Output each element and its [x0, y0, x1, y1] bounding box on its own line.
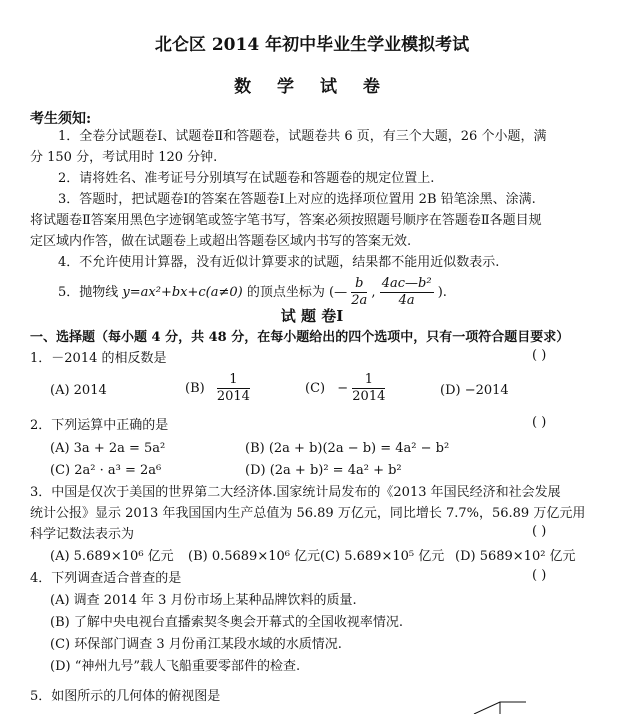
page-title: 北仑区 2014 年初中毕业生学业模拟考试: [154, 35, 470, 55]
item5-mid: 的顶点坐标为: [246, 285, 325, 300]
item5-frac2-den: 4a: [398, 293, 415, 308]
q1-option-a: (A) 2014: [50, 383, 107, 398]
q1-c-den: 2014: [352, 389, 386, 404]
notice-item-3: 3．答题时，把试题卷Ⅰ的答案在答题卷Ⅰ上对应的选择项位置用 2B 铅笔涂黑、涂满.: [58, 192, 536, 207]
q2-option-c: (C) 2a² · a³ = 2a⁶: [50, 463, 162, 478]
q1-b-den: 2014: [216, 389, 250, 404]
q3-option-b: (B) 0.5689×10⁶ 亿元: [188, 549, 321, 564]
q4-option-b: (B) 了解中央电视台直播索契冬奥会开幕式的全国收视率情况.: [50, 615, 403, 630]
q3-option-a: (A) 5.689×10⁶ 亿元: [50, 549, 174, 564]
item5-close: ).: [437, 285, 447, 300]
q3-line3: 科学记数法表示为: [30, 527, 135, 542]
q4-paren: ( ): [532, 568, 547, 583]
q3-line2: 统计公报》显示 2013 年我国国内生产总值为 56.89 万亿元，同比增长 7.7%，56.89 万亿元用: [30, 506, 586, 521]
q2-option-b: (B) (2a + b)(2a − b) = 4a² − b²: [245, 441, 450, 456]
page-subtitle: 数 学 试 卷: [234, 77, 390, 97]
q2-option-d: (D) (2a + b)² = 4a² + b²: [245, 463, 402, 478]
q3-option-c: (C) 5.689×10⁵ 亿元: [320, 549, 445, 564]
q5-stem: 5．如图所示的几何体的俯视图是: [30, 689, 221, 704]
q1-paren: ( ): [532, 348, 547, 363]
q2-option-a: (A) 3a + 2a = 5a²: [50, 441, 166, 456]
notice-item-4: 4．不允许使用计算器，没有近似计算要求的试题，结果都不能用近似数表示.: [58, 255, 500, 270]
item5-comma: ,: [371, 285, 376, 300]
q1-b-label: (B): [185, 381, 205, 396]
q1-c-num: 1: [352, 372, 385, 389]
q1-c-label: (C): [305, 381, 326, 396]
section1-heading: 一、选择题（每小题 4 分，共 48 分，在每小题给出的四个选项中，只有一项符合题目要求）: [30, 330, 570, 345]
q4-option-a: (A) 调查 2014 年 3 月份市场上某种品牌饮料的质量.: [50, 593, 357, 608]
q3-paren: ( ): [532, 524, 547, 539]
item5-formula: y=ax²+bx+c(a≠0): [122, 285, 243, 300]
q1-c-sign: −: [337, 381, 349, 396]
q1-b-num: 1: [217, 372, 250, 389]
item5-prefix: 5．抛物线: [58, 285, 119, 300]
q3-option-d: (D) 5689×10² 亿元: [455, 549, 576, 564]
item5-frac2-num: 4ac—b²: [381, 276, 432, 291]
q2-paren: ( ): [532, 415, 547, 430]
q1-option-d: (D) −2014: [440, 383, 509, 398]
notice-item-1: 1．全卷分试题卷Ⅰ、试题卷Ⅱ和答题卷，试题卷共 6 页，有三个大题，26 个小题，满: [58, 129, 547, 144]
item5-frac1-den: 2a: [351, 293, 368, 308]
q1-stem: 1．－2014 的相反数是: [30, 351, 167, 366]
notice-item-2: 2．请将姓名、准考证号分别填写在试题卷和答题卷的规定位置上.: [58, 171, 435, 186]
paper-heading: 试 题 卷Ⅰ: [280, 307, 344, 325]
q3-line1: 3．中国是仅次于美国的世界第二大经济体.国家统计局发布的《2013 年国民经济和社会发展: [30, 485, 561, 500]
q1-b-frac: [217, 372, 250, 405]
q1-c-frac: [352, 372, 385, 405]
q2-stem: 2．下列运算中正确的是: [30, 418, 169, 433]
q4-option-c: (C) 环保部门调查 3 月份甬江某段水域的水质情况.: [50, 637, 342, 652]
item5-open: (—: [329, 285, 348, 300]
notice-heading: 考生须知:: [30, 111, 92, 127]
notice-item-3-cont2: 定区域内作答，做在试题卷上或超出答题卷区域内书写的答案无效.: [30, 234, 412, 249]
notice-item-3-cont1: 将试题卷Ⅱ答案用黑色字迹钢笔或签字笔书写，答案必须按照题号顺序在答题卷Ⅱ各题目规: [30, 213, 542, 228]
q1-option-c: [305, 372, 385, 405]
notice-item-1-cont: 分 150 分，考试用时 120 分钟.: [30, 150, 218, 165]
q4-stem: 4．下列调查适合普查的是: [30, 571, 182, 586]
q4-option-d: (D) “神州九号”载人飞船重要零部件的检查.: [50, 659, 301, 674]
item5-frac1-num: b: [351, 276, 367, 293]
q1-option-b: [185, 372, 250, 405]
q5-solid-figure: [470, 698, 530, 714]
